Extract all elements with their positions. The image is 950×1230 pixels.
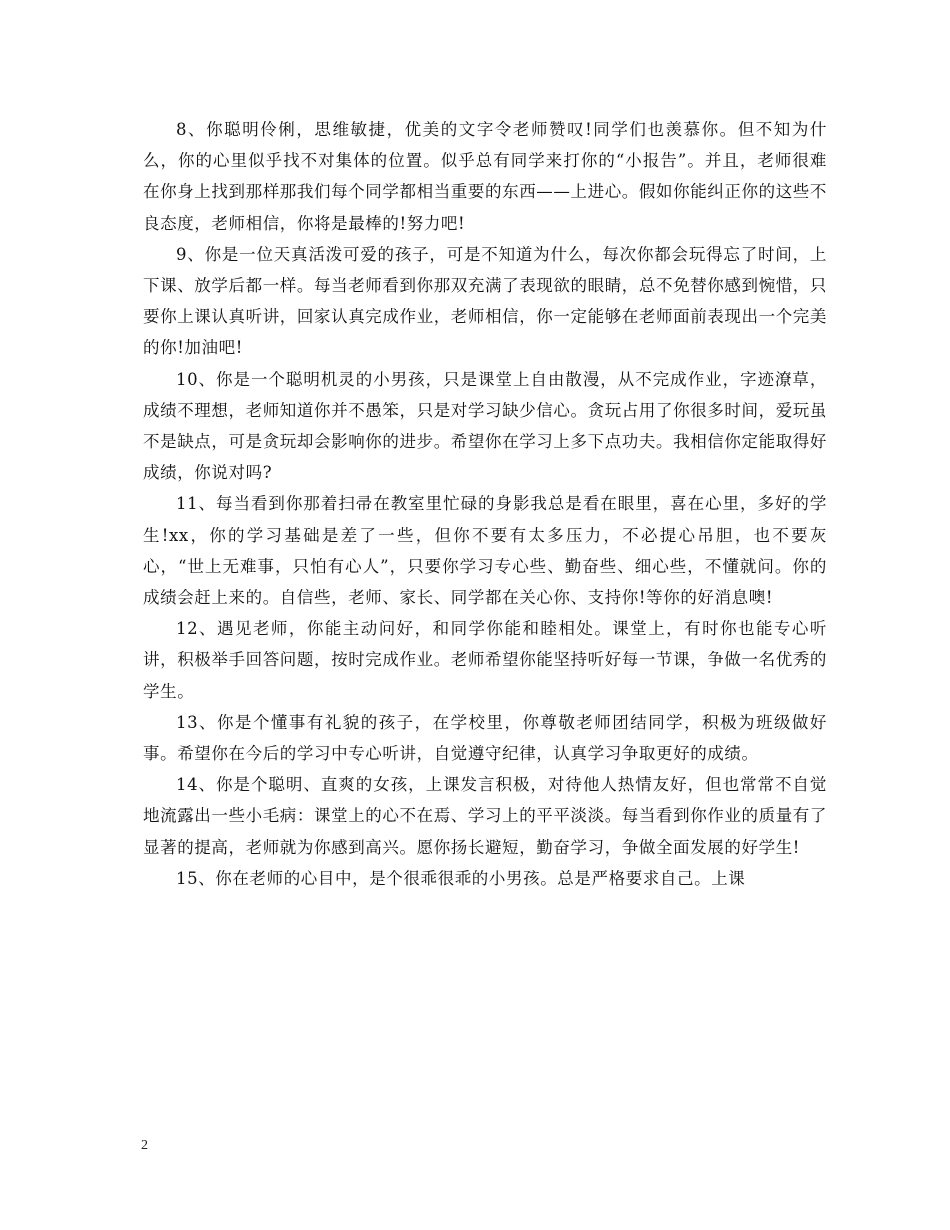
page-number: 2: [141, 1138, 148, 1153]
paragraph-11: 11、每当看到你那着扫帚在教室里忙碌的身影我总是看在眼里，喜在心里，多好的学生!xx，你的学习基础是差了一些，但你不要有太多压力，不必提心吊胆，也不要灰心，“世上无难事，只怕有心人”，只要你学习专心些、勤奋些、细心些，不懂就问。你的成绩会赶上来的。自信些，老师、家长、同学都在关心你、支持你!等你的好消息噢!: [143, 494, 827, 608]
document-body: [143, 114, 827, 894]
paragraph-9: 9、你是一位天真活泼可爱的孩子，可是不知道为什么，每次你都会玩得忘了时间，上下课、放学后都一样。每当老师看到你那双充满了表现欲的眼睛，总不免替你感到惋惜，只要你上课认真听讲，回家认真完成作业，老师相信，你一定能够在老师面前表现出一个完美的你!加油吧!: [143, 244, 827, 358]
paragraph-12: 12、遇见老师，你能主动问好，和同学你能和睦相处。课堂上，有时你也能专心听讲，积极举手回答问题，按时完成作业。老师希望你能坚持听好每一节课，争做一名优秀的学生。: [143, 619, 827, 701]
paragraph-10: 10、你是一个聪明机灵的小男孩，只是课堂上自由散漫，从不完成作业，字迹潦草，成绩不理想，老师知道你并不愚笨，只是对学习缺少信心。贪玩占用了你很多时间，爱玩虽不是缺点，可是贪玩却会影响你的进步。希望你在学习上多下点功夫。我相信你定能取得好成绩，你说对吗?: [143, 369, 827, 483]
paragraph-15: 15、你在老师的心目中，是个很乖很乖的小男孩。总是严格要求自己。上课: [176, 868, 746, 888]
paragraph-13: 13、你是个懂事有礼貌的孩子，在学校里，你尊敬老师团结同学，积极为班级做好事。希望你在今后的学习中专心听讲，自觉遵守纪律，认真学习争取更好的成绩。: [143, 712, 827, 764]
paragraph-8: 8、你聪明伶俐，思维敏捷，优美的文字令老师赞叹!同学们也羡慕你。但不知为什么，你的心里似乎找不对集体的位置。似乎总有同学来打你的“小报告”。并且，老师很难在你身上找到那样那我们每个同学都相当重要的东西——上进心。假如你能纠正你的这些不良态度，老师相信，你将是最棒的!努力吧!: [143, 120, 827, 233]
paragraph-14: 14、你是个聪明、直爽的女孩，上课发言积极，对待他人热情友好，但也常常不自觉地流露出一些小毛病：课堂上的心不在焉、学习上的平平淡淡。每当看到你作业的质量有了显著的提高，老师就为你感到高兴。愿你扬长避短，勤奋学习，争做全面发展的好学生!: [143, 775, 827, 857]
